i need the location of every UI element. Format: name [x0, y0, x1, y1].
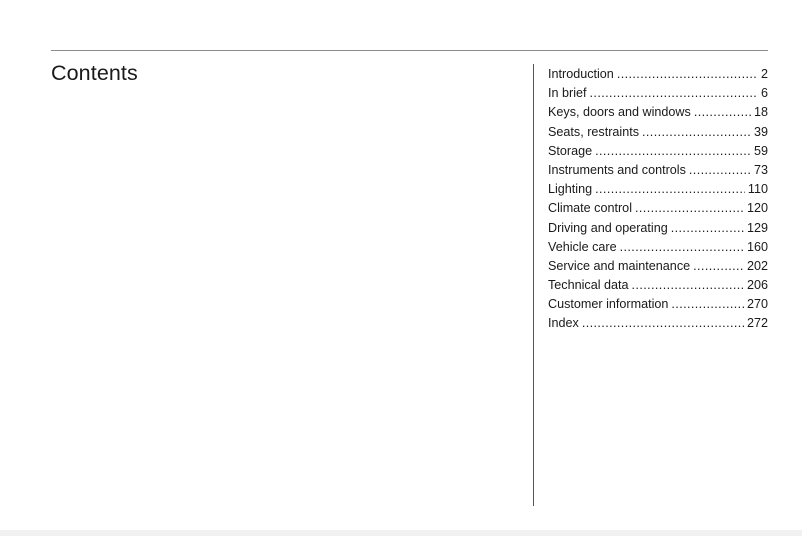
toc-item-storage[interactable]	[548, 142, 768, 161]
toc-item-customer-information[interactable]	[548, 295, 768, 314]
toc-dot-leader	[620, 238, 744, 257]
toc-item-label: Customer information	[548, 297, 669, 312]
toc-item-label: Keys, doors and windows	[548, 105, 691, 120]
toc-item-keys-doors-windows[interactable]	[548, 103, 768, 122]
column-divider	[533, 64, 534, 506]
toc-item-page: 59	[753, 143, 768, 158]
toc-item-label: Driving and operating	[548, 220, 668, 235]
toc-item-page: 206	[746, 278, 768, 293]
toc-item-service-maintenance[interactable]	[548, 257, 768, 276]
page-title: Contents	[51, 61, 138, 85]
toc-item-page: 120	[746, 201, 768, 216]
toc-item-label: Climate control	[548, 201, 632, 216]
toc-dot-leader	[632, 276, 744, 295]
toc-item-page: 202	[746, 258, 768, 273]
toc-item-vehicle-care[interactable]	[548, 238, 768, 257]
page-bottom-edge	[0, 530, 802, 536]
toc-dot-leader	[693, 257, 744, 276]
toc-item-page: 2	[760, 67, 768, 81]
toc-item-page: 160	[746, 239, 768, 254]
toc-item-index[interactable]	[548, 314, 768, 333]
toc-item-seats-restraints[interactable]	[548, 123, 768, 142]
toc-item-in-brief[interactable]	[548, 84, 768, 103]
table-of-contents	[548, 65, 768, 334]
toc-dot-leader	[582, 314, 744, 333]
toc-item-label: Instruments and controls	[548, 162, 686, 177]
toc-dot-leader	[671, 219, 744, 238]
toc-item-label: Storage	[548, 143, 593, 158]
toc-item-instruments-controls[interactable]	[548, 161, 768, 180]
toc-item-page: 18	[753, 105, 768, 120]
toc-dot-leader	[617, 65, 758, 84]
toc-item-lighting[interactable]	[548, 180, 768, 199]
toc-item-introduction[interactable]	[548, 65, 768, 84]
toc-item-label: Technical data	[548, 278, 629, 293]
toc-item-page: 270	[746, 297, 768, 312]
toc-item-page: 272	[746, 316, 768, 331]
toc-item-technical-data[interactable]	[548, 276, 768, 295]
toc-item-label: Introduction	[548, 67, 614, 81]
toc-item-driving-operating[interactable]	[548, 219, 768, 238]
toc-dot-leader	[689, 161, 751, 180]
toc-item-label: Seats, restraints	[548, 124, 639, 139]
toc-item-label: Service and maintenance	[548, 258, 691, 273]
toc-item-label: Vehicle care	[548, 239, 617, 254]
toc-item-label: Lighting	[548, 182, 593, 197]
toc-item-page: 6	[760, 86, 768, 101]
toc-item-label: Index	[548, 316, 579, 331]
toc-dot-leader	[671, 295, 744, 314]
toc-dot-leader	[595, 142, 751, 161]
toc-item-page: 110	[747, 182, 768, 197]
toc-dot-leader	[642, 123, 751, 142]
toc-item-page: 73	[753, 162, 768, 177]
toc-item-page: 39	[753, 124, 768, 139]
toc-item-climate-control[interactable]	[548, 199, 768, 218]
toc-dot-leader	[635, 199, 744, 218]
toc-item-page: 129	[746, 220, 768, 235]
toc-dot-leader	[595, 180, 745, 199]
toc-item-label: In brief	[548, 86, 587, 101]
toc-dot-leader	[590, 84, 758, 103]
header-rule	[51, 50, 768, 51]
toc-dot-leader	[694, 103, 751, 122]
